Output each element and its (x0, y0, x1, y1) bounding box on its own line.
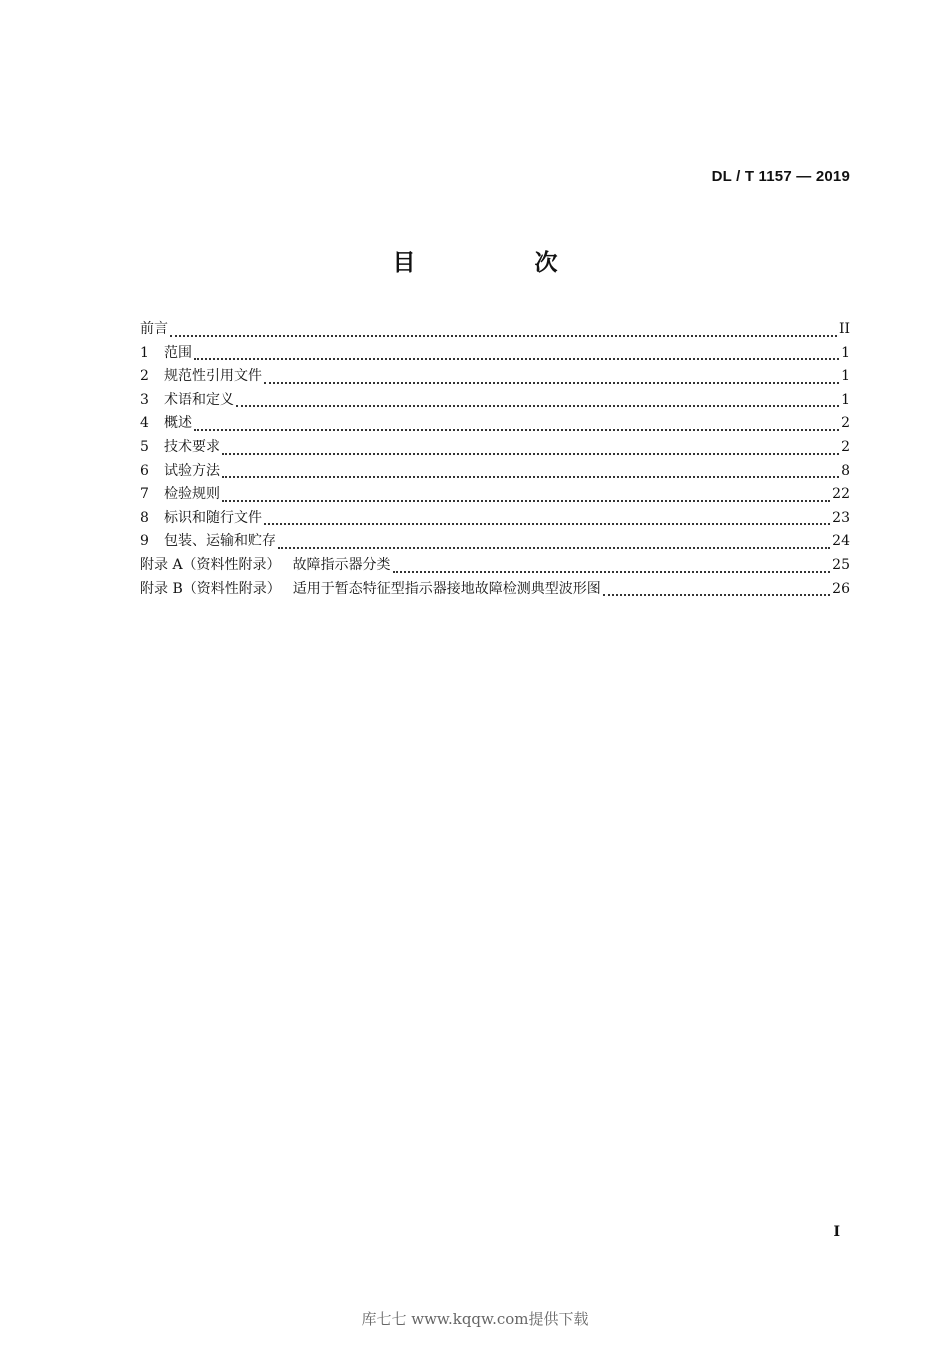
page-number: I (833, 1224, 840, 1240)
dot-leader (222, 500, 830, 502)
toc-entry-label: 包装、运输和贮存 (164, 533, 276, 550)
dot-leader (194, 429, 839, 431)
toc-entry-label: 附录 B（资料性附录） (140, 580, 281, 597)
toc-entry-page: 2 (841, 438, 850, 455)
toc-entry-2[interactable] (140, 365, 850, 389)
toc-entry-page: 24 (832, 533, 850, 550)
dot-leader (194, 358, 839, 360)
dot-leader (222, 476, 839, 478)
toc-entry-number: 5 (140, 438, 149, 455)
toc-entry-6[interactable] (140, 460, 850, 484)
dot-leader (603, 594, 830, 596)
toc-entry-page: 1 (841, 368, 850, 385)
toc-entry-number: 4 (140, 415, 149, 432)
toc-entry-number: 7 (140, 486, 149, 503)
dot-leader (170, 335, 837, 337)
toc-entry-subtitle: 适用于暂态特征型指示器接地故障检测典型波形图 (292, 580, 601, 597)
toc-entry-appendix-b[interactable] (140, 578, 850, 602)
page-title: 目 次 (392, 250, 606, 276)
toc-entry-1[interactable] (140, 342, 850, 366)
table-of-contents (140, 318, 850, 601)
toc-entry-page: II (838, 321, 850, 337)
toc-entry-number: 8 (140, 509, 149, 526)
toc-entry-number: 2 (140, 368, 149, 385)
toc-entry-page: 22 (832, 486, 850, 503)
toc-entry-number: 3 (140, 391, 149, 408)
standard-code: DL / T 1157 — 2019 (711, 168, 850, 185)
dot-leader (236, 405, 839, 407)
watermark-text: 库七七 www.kqqw.com提供下载 (361, 1310, 589, 1328)
toc-entry-page: 8 (841, 462, 850, 479)
toc-entry-page: 1 (841, 344, 850, 361)
toc-entry-8[interactable] (140, 507, 850, 531)
toc-entry-5[interactable] (140, 436, 850, 460)
toc-entry-label: 前言 (140, 321, 168, 337)
toc-entry-label: 检验规则 (164, 486, 220, 503)
toc-entry-page: 23 (832, 509, 850, 526)
toc-entry-appendix-a[interactable] (140, 554, 850, 578)
toc-entry-label: 附录 A（资料性附录） (140, 556, 281, 573)
toc-entry-label: 标识和随行文件 (164, 509, 262, 526)
toc-entry-page: 25 (832, 556, 850, 573)
toc-entry-foreword[interactable] (140, 318, 850, 342)
dot-leader (393, 571, 831, 573)
toc-entry-4[interactable] (140, 412, 850, 436)
dot-leader (222, 453, 839, 455)
toc-entry-subtitle: 故障指示器分类 (292, 556, 391, 573)
toc-entry-number: 6 (140, 462, 149, 479)
toc-entry-page: 1 (841, 391, 850, 408)
toc-entry-3[interactable] (140, 389, 850, 413)
toc-entry-number: 9 (140, 533, 149, 550)
toc-entry-label: 试验方法 (164, 462, 220, 479)
toc-entry-9[interactable] (140, 530, 850, 554)
toc-entry-label: 技术要求 (164, 438, 220, 455)
dot-leader (264, 523, 830, 525)
toc-entry-page: 2 (841, 415, 850, 432)
toc-entry-label: 概述 (164, 415, 192, 432)
toc-entry-page: 26 (832, 580, 850, 597)
toc-entry-label: 范围 (164, 344, 192, 361)
toc-entry-number: 1 (140, 344, 149, 361)
dot-leader (278, 547, 830, 549)
toc-entry-label: 规范性引用文件 (164, 368, 262, 385)
toc-entry-label: 术语和定义 (164, 391, 234, 408)
dot-leader (264, 382, 839, 384)
toc-entry-7[interactable] (140, 483, 850, 507)
